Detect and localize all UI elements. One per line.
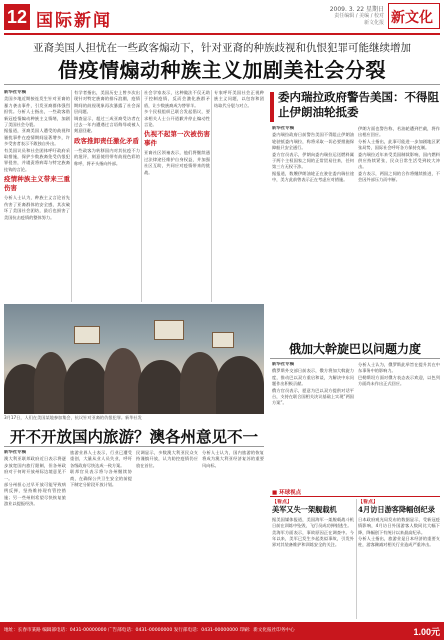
column-rule [211, 90, 212, 302]
australia-paragraph: 澳大利亚联邦政府近日表示将逐步放宽国内旅行限制，但各州政府对于何时开放州际边境意见不一。 [4, 456, 66, 481]
us-brief-headline: 美军又失一架舰载机 [272, 505, 337, 515]
lead-column-3 [144, 90, 210, 302]
australia-divider [4, 446, 264, 447]
russia-column-1 [272, 362, 354, 484]
lead-column-2 [74, 90, 140, 302]
crowd-figure [34, 352, 68, 414]
issue-date: 2009. 3. 22 星期日 [329, 6, 384, 13]
lead-paragraph: 据报道，亚裔美国人遭受的歧视和骚扰事件在疫情期间显著增多，许多受害者表示不敢独自外出。 [4, 128, 70, 147]
lead-paragraph: 有学者指出，美国历史上曾多次出现针对特定族裔的排斥浪潮，疫情期间的歧视现象再次暴露了社会深层问题。 [74, 90, 140, 115]
australia-column-1 [4, 450, 66, 620]
paper-name: 新文化报 [363, 20, 384, 26]
lead-paragraph: 社会学家表示，这种做法不仅无助于控制疫情，反而会激化族群矛盾，让少数族裔成为替罪羊。 [144, 90, 210, 108]
masthead-text: 新文化 [391, 10, 433, 26]
brief-tag: 【看点】 [272, 499, 293, 505]
lead-paragraph: 调查显示，超过三成亚裔受访者在过去一年内遭遇过言语侮辱或被人刻意回避。 [74, 115, 140, 134]
us-brief [272, 499, 354, 619]
australia-column-3 [136, 450, 198, 620]
venezuela-paragraph: 委内瑞拉近年来受美国制裁影响，国内燃料供应持续紧张，民众日常生活受到较大冲击。 [358, 151, 440, 170]
photo-caption: 3月17日，人们在美国某地参加集会，抗议针对亚裔的仇恨犯罪。新华社发 [4, 415, 142, 420]
us-brief-paragraph: 据美国媒体报道，美国海军一架舰载战斗机日前在训练中坠毁，飞行员成功弹射逃生。 [272, 516, 354, 529]
us-brief-paragraph: 美海军方面表示，事故原因正在调查中。今年以来，美军已发生多起类似事故，引发外界对其装备维护和训练安全的关注。 [272, 529, 354, 548]
australia-paragraph: 分析人士认为，国内旅游的恢复将成为澳大利亚经济复苏的重要风向标。 [202, 450, 264, 468]
venezuela-paragraph: 委方表示，两国之间的合作将继续推进，不会因外部压力而中断。 [358, 170, 440, 183]
brief-tag: 【看点】 [358, 499, 379, 505]
column-rule [141, 90, 142, 302]
russia-column-2 [358, 362, 440, 484]
crowd-figure [138, 360, 184, 414]
japan-brief-paragraph: 日本政府观光局发布的数据显示，受新冠疫情影响，4月访日外国游客人数同比大幅下降，降幅创下有统计以来最高纪录。 [358, 516, 440, 535]
venezuela-column-2 [358, 126, 440, 336]
russia-divider [270, 358, 440, 359]
venezuela-paragraph: 分析人士指出，此事可能进一步加剧地区紧张局势，国际社会呼吁各方保持克制。 [358, 138, 440, 151]
venezuela-paragraph: 据报道，数艘伊朗油轮正在驶往委内瑞拉途中，美方此前曾表示正在考虑应对措施。 [272, 170, 354, 183]
page-footer [0, 622, 444, 640]
protest-photo [4, 304, 264, 414]
lead-subsection-heading: 疫情种族主义带来三重伤害 [4, 175, 70, 193]
venezuela-headline: 委内瑞拉政府警告美国：不得阻止伊朗油轮抵委 [278, 90, 439, 119]
crowd-figure [64, 358, 108, 414]
australia-paragraph: 联邦官员表示将与各州继续协商，在确保公共卫生安全的前提下制定分阶段开放计划。 [70, 469, 132, 488]
lead-paragraph: 有美国议员和社会团体呼吁政府采取措施，保护少数族裔免受仇恨犯罪侵害，并谴责将病毒与特定族裔挂钩的言论。 [4, 147, 70, 172]
venezuela-paragraph: 委内瑞拉政府日前警告美国不得阻止伊朗油轮驶抵委内瑞拉，称将采取一切必要措施保障船只安全通行。 [272, 132, 354, 151]
headline-divider [4, 84, 440, 85]
lead-paragraph: 一些政客为转移国内对其抗疫不力的批评，刻意使用带有歧视色彩的称呼，将矛头指向外部。 [74, 147, 140, 166]
section-divider [270, 496, 440, 497]
crowd-figure [180, 352, 220, 414]
protest-sign [154, 320, 184, 340]
protest-sign [212, 332, 234, 348]
russia-paragraph: 分析人士认为，俄罗斯此举旨在提升其在中东事务中的影响力。 [358, 362, 440, 374]
australia-paragraph: 部分州担心过早开放可能导致病例反弹，坚持维持现有管控措施；另一些州则希望尽快恢复旅游业以提振经济。 [4, 482, 66, 507]
russia-headline: 俄加大幹旋巴以问题力度 [288, 342, 421, 356]
lead-paragraph: 分析人士认为，种族主义言论首先伤害了亚裔群体的安全感，其次破坏了美国社会团结，最后也损害了美国抗击疫情的整体努力。 [4, 195, 70, 220]
russia-paragraph: 巴勒斯坦方面对俄方表态表示欢迎，以色列方面尚未作出正式回应。 [358, 374, 440, 387]
crowd-figure [104, 348, 142, 414]
section-label: ■ 环球视点 [272, 490, 302, 496]
page-number: 12 [4, 4, 30, 30]
accent-bar [270, 92, 274, 122]
australia-paragraph: 旅游业界人士表示，行业已遭受重创，大量从业人员失业，呼吁各级政府尽快达成一致方案。 [70, 450, 132, 468]
japan-brief-headline: 4月访日游客降幅创纪录 [358, 505, 435, 515]
lead-paragraph: 多个民权组织已联合发起倡议，要求相关人士公开道歉并停止煽动性言论。 [144, 109, 210, 128]
lead-subhead: 亚裔美国人担忧在一些政客煽动下，针对亚裔的种族歧视和仇恨犯罪可能继续增加 [33, 42, 411, 54]
issue-price: 1.00元 [413, 627, 440, 637]
venezuela-paragraph: 伊朗方面也警告称，若油轮遭到拦截，将作出相应回应。 [358, 126, 440, 138]
venezuela-column-1 [272, 126, 354, 336]
masthead-logo [388, 3, 440, 29]
header-divider [4, 33, 440, 35]
venezuela-byline: 新华社专稿 [272, 126, 294, 131]
russia-byline: 新华社专稿 [272, 362, 294, 367]
australia-column-4 [202, 450, 264, 620]
page-header [0, 0, 444, 34]
lead-subsection-heading: 仇视不起第一次被伤害事件 [144, 130, 210, 148]
lead-column-4 [214, 90, 264, 302]
venezuela-paragraph: 委方官员表示，伊朗向委内瑞拉运送燃料属于两个主权国家之间的正常贸易往来，任何第三方无权干涉。 [272, 151, 354, 170]
australia-column-2 [70, 450, 132, 620]
column-rule [71, 90, 72, 302]
crowd-figure [216, 356, 264, 414]
japan-brief-paragraph: 分析人士指出，旅游业是日本经济的重要支柱，游客骤减对相关行业造成严重冲击。 [358, 536, 440, 548]
protest-sign [74, 326, 100, 344]
lead-paragraph: 美国多地近期接连发生针对亚裔的暴力袭击事件，引发亚裔群体强烈担忧。分析人士指出，一些政客借新冠疫情煽动种族主义情绪，加剧了美国社会分裂。 [4, 96, 70, 128]
japan-brief [358, 499, 440, 619]
footer-contact-info: 地址：长春市某路 编辑部电话：0431-00000000 广告部电话：0431-00000000 发行部电话：0431-00000000 印刷：新文化报社印务中心 [4, 628, 295, 633]
section-title: 国际新闻 [36, 11, 112, 31]
editor-credits: 责任编辑 / 美编 / 校对 [334, 13, 384, 19]
australia-headline: 开不开放国内旅游？澳各州意见不一 [9, 427, 258, 446]
lead-paragraph: 专家呼吁美国社会正视种族主义问题，以包容和团结取代分裂与对立。 [214, 90, 264, 108]
russia-paragraph: 俄罗斯外交部日前表示，俄方将加大斡旋力度，推动巴以双方重启和谈，为解决中东问题作出积极贡献。 [272, 368, 354, 387]
lead-byline: 新华社专稿 [4, 90, 26, 95]
australia-paragraph: 民调显示，多数澳大利亚民众支持谨慎开放，认为防控疫情仍应放在首位。 [136, 450, 198, 468]
lead-headline: 借疫情煽动种族主义加剧美社会分裂 [58, 58, 386, 82]
lead-paragraph: 亚裔社区领袖表示，他们将继续通过法律途径维护自身权益，并加强社区互助，共同应对疫情带来的挑战。 [144, 150, 210, 175]
russia-paragraph: 俄方官员表示，愿意为巴以双方提供对话平台，支持在联合国相关决议基础上实现“两国方案”。 [272, 387, 354, 406]
lead-subsection-heading: 政客推卸责任激化矛盾 [74, 136, 139, 145]
lead-column-1 [4, 90, 70, 302]
column-rule [356, 499, 357, 619]
australia-byline: 新华社专稿 [4, 450, 26, 455]
